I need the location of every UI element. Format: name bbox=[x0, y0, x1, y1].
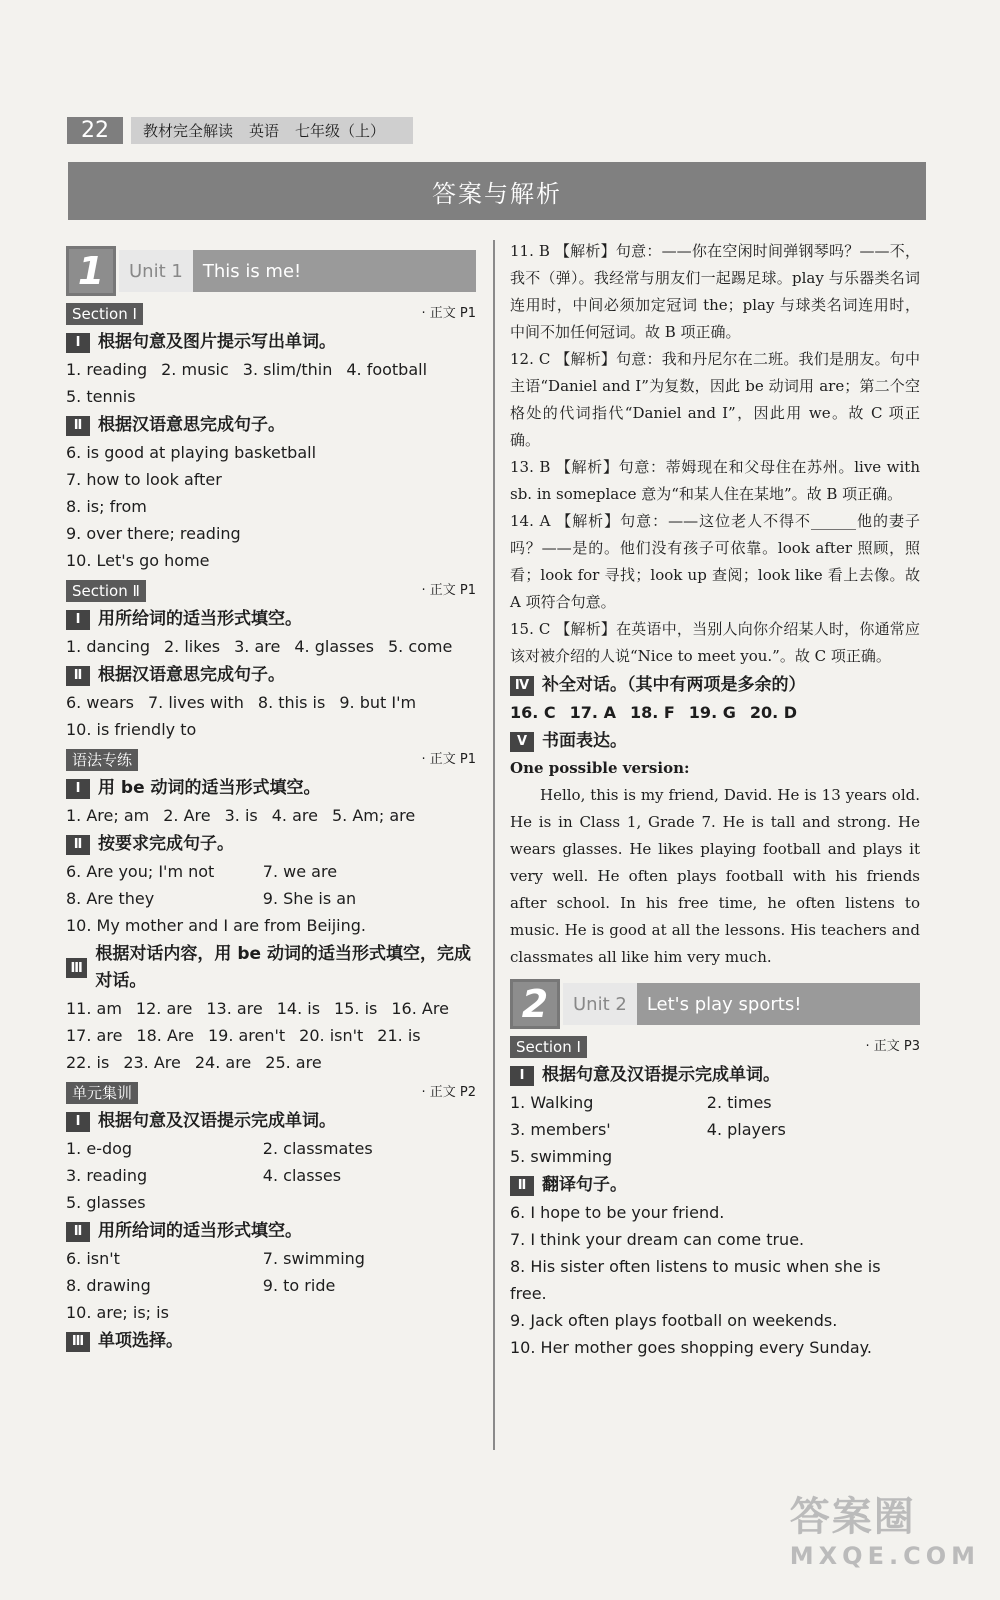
task-heading: Ⅱ 根据汉语意思完成句子。 bbox=[66, 412, 476, 439]
right-column bbox=[510, 238, 920, 1361]
roman-numeral-icon: Ⅴ bbox=[510, 732, 534, 752]
task-heading: Ⅰ 根据句意及汉语提示完成单词。 bbox=[510, 1062, 920, 1089]
unit1-number: 1 bbox=[66, 246, 116, 296]
unit1-header bbox=[66, 246, 476, 296]
task-heading: Ⅱ 按要求完成句子。 bbox=[66, 831, 476, 858]
roman-numeral-icon: Ⅱ bbox=[66, 835, 90, 855]
answer-list: 6. is good at playing basketball 7. how to look after 8. is; from 9. over there; reading 10. Let's go home bbox=[66, 443, 317, 570]
roman-numeral-icon: Ⅱ bbox=[66, 416, 90, 436]
roman-numeral-icon: Ⅰ bbox=[66, 1112, 90, 1132]
task-heading: Ⅴ 书面表达。 bbox=[510, 728, 920, 755]
task-heading: Ⅱ 用所给词的适当形式填空。 bbox=[66, 1218, 476, 1245]
roman-numeral-icon: Ⅰ bbox=[66, 779, 90, 799]
answer-list: 1. dancing 2. likes 3. are 4. glasses 5. come bbox=[66, 637, 453, 656]
answer-list: 6. I hope to be your friend. 7. I think your dream can come true. 8. His sister often listens to music when she is free. 9. Jack often plays football on weekends. 10. Her mother goes shopping every Sunday. bbox=[510, 1203, 881, 1357]
page-ref: · 正文 P3 bbox=[865, 1039, 920, 1054]
answer-item: 10. My mother and I are from Beijing. bbox=[66, 916, 366, 935]
roman-numeral-icon: Ⅱ bbox=[66, 1222, 90, 1242]
explanation-item: 11. B 【解析】句意：——你在空闲时间弹钢琴吗？——不，我不（弹）。我经常与朋友们一起踢足球。play 与乐器类名词连用时，中间必须加定冠词 the；play 与球类名词连用时，中间不加任何冠词。故 B 项正确。 bbox=[510, 242, 920, 341]
task-heading: Ⅰ 根据句意及汉语提示完成单词。 bbox=[66, 1108, 476, 1135]
book-info bbox=[131, 117, 413, 144]
explanation-item: 15. C 【解析】在英语中，当别人向你介绍某人时，你通常应该对被介绍的人说“Nice to meet you.”。故 C 项正确。 bbox=[510, 620, 920, 665]
section-tag: Section Ⅰ bbox=[66, 303, 143, 325]
task-heading: Ⅳ 补全对话。（其中有两项是多余的） bbox=[510, 672, 920, 699]
roman-numeral-icon: Ⅲ bbox=[66, 958, 87, 978]
task-heading: Ⅱ 翻译句子。 bbox=[510, 1172, 920, 1199]
unit2-title: Let's play sports! bbox=[646, 993, 802, 1015]
roman-numeral-icon: Ⅱ bbox=[66, 666, 90, 686]
answer-list: 6. isn't 7. swimming 8. drawing 9. to ride 10. are; is; is bbox=[66, 1249, 365, 1322]
answer-list: 6. Are you; I'm not 7. we are 8. Are they 9. She is an bbox=[66, 862, 357, 908]
page-header bbox=[67, 116, 413, 144]
site-watermark: 答案圈 MXQE.COM bbox=[789, 1494, 980, 1570]
roman-numeral-icon: Ⅰ bbox=[66, 333, 90, 353]
column-divider bbox=[493, 240, 495, 1450]
page-banner: 答案与解析 bbox=[68, 162, 926, 220]
unit2-name: Unit 2 bbox=[563, 983, 637, 1025]
answer-list: 16. C 17. A 18. F 19. G 20. D bbox=[510, 703, 798, 722]
essay-heading: One possible version: bbox=[510, 759, 690, 777]
essay-body: Hello, this is my friend, David. He is 13 years old. He is in Class 1, Grade 7. He is tall and strong. He wears glasses. He likes playing football and plays it very well. He often plays football with his friends after school. In his free time, he often listens to music. He is good at all the lessons. His teachers and classmates all like him very much. bbox=[510, 786, 920, 966]
subject: 英语 bbox=[249, 121, 280, 140]
unit2-number: 2 bbox=[510, 979, 560, 1029]
task-heading: Ⅲ 单项选择。 bbox=[66, 1328, 476, 1355]
roman-numeral-icon: Ⅰ bbox=[510, 1066, 534, 1086]
explanation-item: 12. C 【解析】句意：我和丹尼尔在二班。我们是朋友。句中主语“Daniel and I”为复数，因此 be 动词用 are；第二个空格处的代词指代“Daniel and I”，因此用 we。故 C 项正确。 bbox=[510, 350, 920, 449]
section-tag: Section Ⅰ bbox=[510, 1036, 587, 1058]
section-tag: 单元集训 bbox=[66, 1082, 138, 1104]
page-number: 22 bbox=[67, 117, 123, 144]
answer-list: 1. Walking 2. times 3. members' 4. players 5. swimming bbox=[510, 1093, 786, 1166]
roman-numeral-icon: Ⅱ bbox=[510, 1176, 534, 1196]
page-ref: · 正文 P1 bbox=[421, 583, 476, 598]
roman-numeral-icon: Ⅲ bbox=[66, 1332, 90, 1352]
answer-list: 1. Are; am 2. Are 3. is 4. are 5. Am; are bbox=[66, 806, 416, 825]
grade: 七年级（上） bbox=[295, 121, 386, 140]
answer-list: 1. reading 2. music 3. slim/thin 4. football 5. tennis bbox=[66, 360, 428, 406]
left-column bbox=[66, 246, 476, 1355]
task-heading: Ⅰ 用所给词的适当形式填空。 bbox=[66, 606, 476, 633]
section-tag: 语法专练 bbox=[66, 749, 138, 771]
unit1-name: Unit 1 bbox=[119, 250, 193, 292]
answer-list: 11. am 12. are 13. are 14. is 15. is 16. Are 17. are 18. Are 19. aren't 20. isn't 21. is 22. is 23. Are 24. are 25. are bbox=[66, 999, 449, 1072]
task-heading: Ⅲ 根据对话内容，用 be 动词的适当形式填空，完成对话。 bbox=[66, 941, 476, 995]
roman-numeral-icon: Ⅰ bbox=[66, 610, 90, 630]
page-ref: · 正文 P1 bbox=[421, 752, 476, 767]
page-ref: · 正文 P2 bbox=[421, 1085, 476, 1100]
task-heading: Ⅰ 根据句意及图片提示写出单词。 bbox=[66, 329, 476, 356]
section-tag: Section Ⅱ bbox=[66, 580, 146, 602]
task-heading: Ⅱ 根据汉语意思完成句子。 bbox=[66, 662, 476, 689]
roman-numeral-icon: Ⅳ bbox=[510, 676, 534, 696]
book-title: 教材完全解读 bbox=[143, 121, 234, 140]
answer-list: 6. wears 7. lives with 8. this is 9. but I'm 10. is friendly to bbox=[66, 693, 417, 739]
answer-list: 1. e-dog 2. classmates 3. reading 4. classes 5. glasses bbox=[66, 1139, 373, 1212]
unit1-title: This is me! bbox=[202, 260, 302, 282]
explanation-item: 14. A 【解析】句意：——这位老人不得不______他的妻子吗？——是的。他们没有孩子可依靠。look after 照顾，照看；look for 寻找；look up 查阅；look like 看上去像。故 A 项符合句意。 bbox=[510, 512, 920, 611]
task-heading: Ⅰ 用 be 动词的适当形式填空。 bbox=[66, 775, 476, 802]
unit2-header bbox=[510, 979, 920, 1029]
explanation-item: 13. B 【解析】句意：蒂姆现在和父母住在苏州。live with sb. in someplace 意为“和某人住在某地”。故 B 项正确。 bbox=[510, 458, 920, 503]
page-ref: · 正文 P1 bbox=[421, 306, 476, 321]
